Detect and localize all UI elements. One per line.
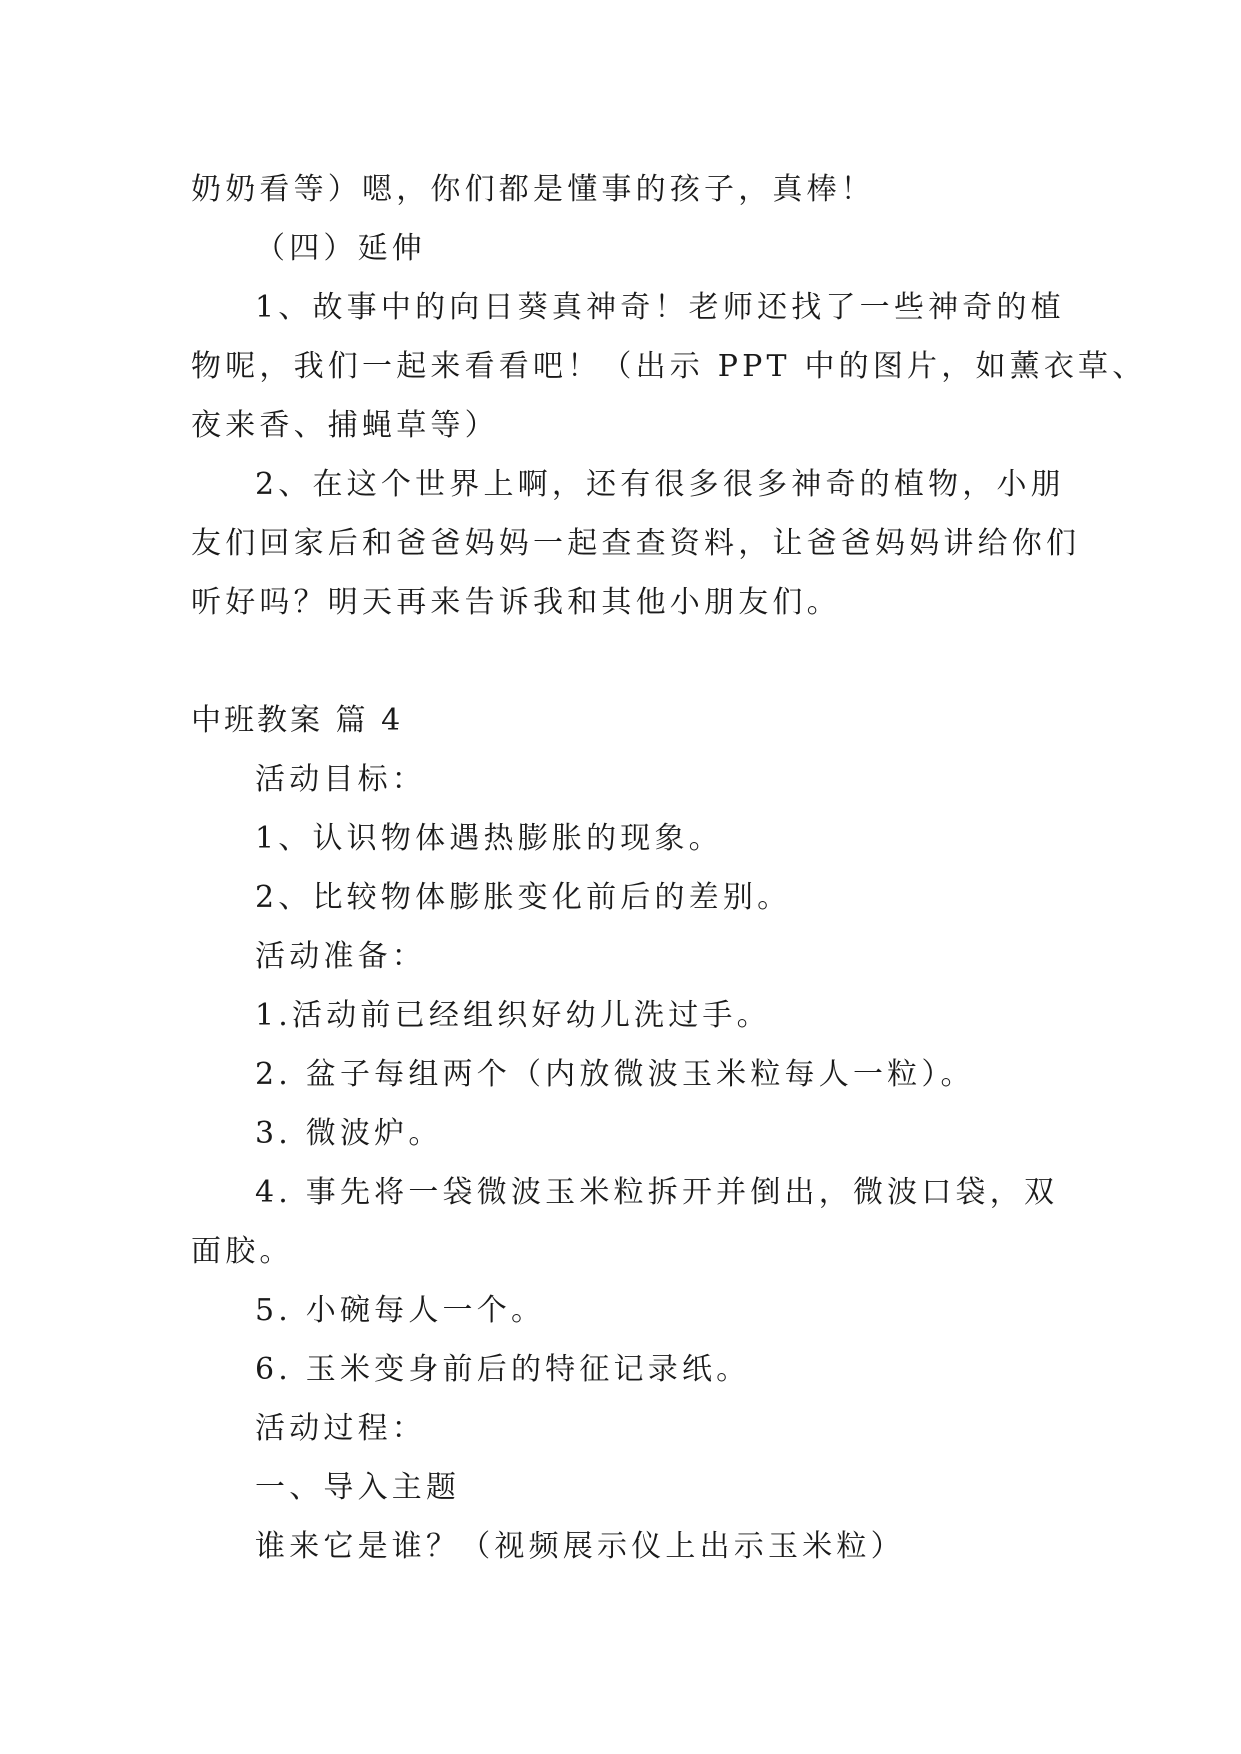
list-item: 4. 事先将一袋微波玉米粒拆开并倒出，微波口袋，双 <box>255 1175 1059 1210</box>
section-subheading-extension: （四）延伸 <box>255 231 426 266</box>
list-item: 1.活动前已经组织好幼儿洗过手。 <box>255 998 771 1033</box>
section-spacer <box>191 632 1056 691</box>
list-heading-goals: 活动目标： <box>255 762 426 797</box>
list-heading-process: 活动过程： <box>255 1411 426 1446</box>
paragraph-line: 1、故事中的向日葵真神奇！老师还找了一些神奇的植 <box>255 290 1065 325</box>
list-item: 1、认识物体遇热膨胀的现象。 <box>255 821 723 856</box>
paragraph-line: 谁来它是谁？（视频展示仪上出示玉米粒） <box>255 1529 905 1564</box>
document-body <box>191 160 1147 1576</box>
list-item-continuation: 面胶。 <box>191 1234 294 1269</box>
paragraph-line: 夜来香、捕蝇草等） <box>191 408 499 443</box>
paragraph-line: 友们回家后和爸爸妈妈一起查查资料，让爸爸妈妈讲给你们 <box>191 526 1081 561</box>
paragraph-line: 物呢，我们一起来看看吧！（出示 PPT 中的图片，如薰衣草、 <box>191 349 1147 384</box>
paragraph-line: 听好吗？明天再来告诉我和其他小朋友们。 <box>191 585 841 620</box>
paragraph-line: 2、在这个世界上啊，还有很多很多神奇的植物，小朋 <box>255 467 1065 502</box>
list-item: 3. 微波炉。 <box>255 1116 443 1151</box>
list-item: 5. 小碗每人一个。 <box>255 1293 546 1328</box>
paragraph-line: 奶奶看等）嗯，你们都是懂事的孩子，真棒！ <box>191 172 875 207</box>
section-title: 中班教案 篇 4 <box>191 703 404 738</box>
list-heading-preparation: 活动准备： <box>255 939 426 974</box>
step-heading: 一、导入主题 <box>255 1470 461 1505</box>
list-item: 2. 盆子每组两个（内放微波玉米粒每人一粒）。 <box>255 1057 975 1092</box>
list-item: 6. 玉米变身前后的特征记录纸。 <box>255 1352 751 1387</box>
list-item: 2、比较物体膨胀变化前后的差别。 <box>255 880 792 915</box>
